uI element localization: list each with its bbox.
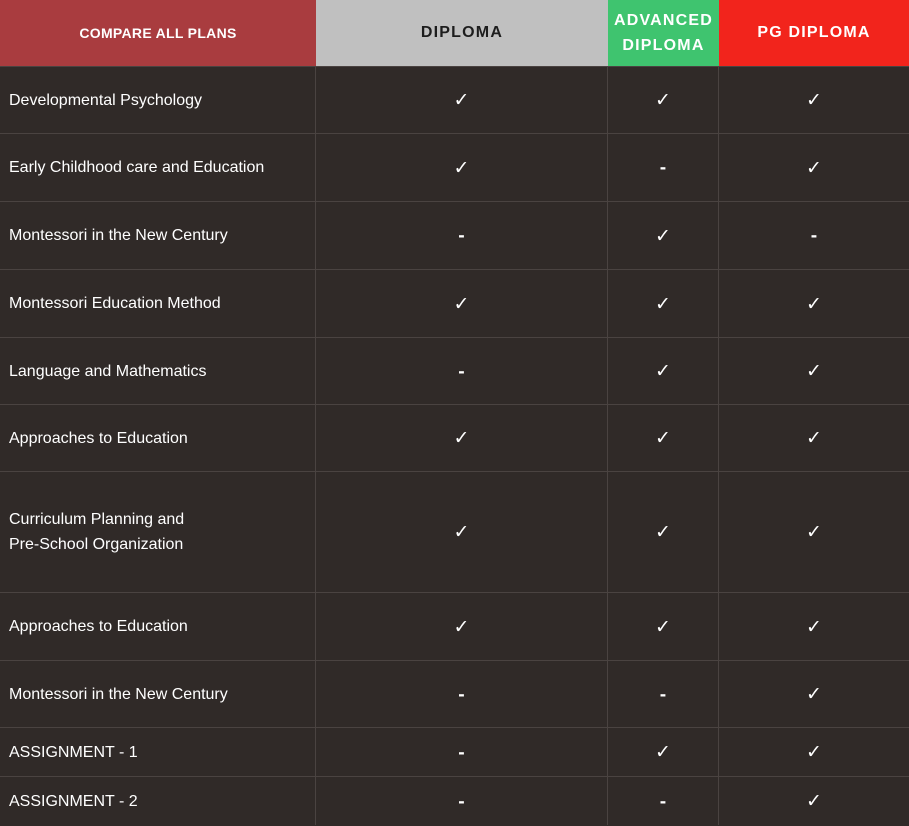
- advanced-cell: [608, 661, 719, 727]
- subject-name-line1: Curriculum Planning and: [9, 511, 185, 528]
- pg-cell: [719, 202, 909, 269]
- check-icon: ✓: [453, 615, 470, 638]
- table-header: [0, 0, 909, 66]
- pg-cell: [719, 67, 909, 133]
- dash-icon: -: [659, 791, 667, 811]
- table-row: [0, 660, 909, 727]
- advanced-cell: [608, 67, 719, 133]
- diploma-cell: [316, 728, 608, 776]
- subject-name: Approaches to Education: [0, 593, 316, 660]
- advanced-cell: [608, 728, 719, 776]
- check-icon: ✓: [806, 360, 822, 382]
- diploma-cell: [316, 67, 608, 133]
- advanced-cell: [608, 472, 719, 592]
- check-icon: ✓: [655, 427, 671, 449]
- check-icon: ✓: [806, 292, 822, 315]
- check-icon: ✓: [655, 615, 671, 638]
- pg-cell: [719, 270, 909, 337]
- subject-name-line2: Pre-School Organization: [9, 536, 184, 553]
- table-row: [0, 269, 909, 337]
- header-pg-diploma: PG DIPLOMA: [719, 0, 909, 66]
- pg-cell: [719, 134, 909, 201]
- diploma-cell: [316, 661, 608, 727]
- check-icon: ✓: [806, 741, 822, 763]
- table-row: [0, 201, 909, 269]
- advanced-cell: [608, 593, 719, 660]
- table-row: [0, 133, 909, 201]
- dash-icon: -: [458, 684, 465, 704]
- header-advanced-diploma: [608, 0, 719, 66]
- advanced-cell: [608, 270, 719, 337]
- dash-icon: -: [659, 684, 667, 704]
- advanced-cell: [608, 338, 719, 404]
- diploma-cell: [316, 472, 608, 592]
- diploma-cell: [316, 270, 608, 337]
- check-icon: ✓: [453, 89, 470, 111]
- pg-cell: [719, 661, 909, 727]
- check-icon: ✓: [806, 521, 822, 543]
- table-row: [0, 592, 909, 660]
- table-row: [0, 404, 909, 471]
- check-icon: ✓: [655, 224, 671, 247]
- check-icon: ✓: [806, 683, 822, 705]
- check-icon: ✓: [806, 790, 822, 812]
- check-icon: ✓: [806, 156, 822, 179]
- check-icon: ✓: [453, 292, 470, 315]
- header-advanced-line1: ADVANCED: [613, 12, 714, 29]
- advanced-cell: [608, 134, 719, 201]
- subject-name: Montessori Education Method: [0, 270, 316, 337]
- table-row: [0, 66, 909, 133]
- subject-name: Early Childhood care and Education: [0, 134, 316, 201]
- check-icon: ✓: [655, 89, 671, 111]
- check-icon: ✓: [655, 521, 671, 543]
- subject-name: Developmental Psychology: [0, 67, 316, 133]
- subject-name: Montessori in the New Century: [0, 661, 316, 727]
- check-icon: ✓: [453, 427, 470, 449]
- table-row: [0, 727, 909, 776]
- diploma-cell: [316, 338, 608, 404]
- subject-name: ASSIGNMENT - 1: [0, 728, 316, 776]
- pg-cell: [719, 777, 909, 825]
- pg-cell: [719, 728, 909, 776]
- dash-icon: -: [458, 742, 465, 762]
- pg-cell: [719, 338, 909, 404]
- advanced-cell: [608, 202, 719, 269]
- check-icon: ✓: [655, 360, 671, 382]
- dash-icon: -: [458, 361, 465, 381]
- subject-name: Language and Mathematics: [0, 338, 316, 404]
- dash-icon: -: [458, 226, 465, 245]
- subject-name: [0, 472, 316, 592]
- dash-icon: -: [810, 226, 818, 245]
- check-icon: ✓: [453, 156, 470, 179]
- check-icon: ✓: [806, 89, 822, 111]
- check-icon: ✓: [806, 427, 822, 449]
- header-advanced-line2: DIPLOMA: [622, 37, 705, 54]
- advanced-cell: [608, 777, 719, 825]
- check-icon: ✓: [453, 521, 470, 543]
- table-row: [0, 776, 909, 825]
- header-compare-all-plans: COMPARE ALL PLANS: [0, 0, 316, 66]
- subject-name: Montessori in the New Century: [0, 202, 316, 269]
- diploma-cell: [316, 777, 608, 825]
- subject-name: Approaches to Education: [0, 405, 316, 471]
- subject-name: ASSIGNMENT - 2: [0, 777, 316, 825]
- dash-icon: -: [458, 791, 465, 811]
- diploma-cell: [316, 593, 608, 660]
- table-row: [0, 471, 909, 592]
- diploma-cell: [316, 405, 608, 471]
- pg-cell: [719, 405, 909, 471]
- diploma-cell: [316, 134, 608, 201]
- pg-cell: [719, 593, 909, 660]
- check-icon: ✓: [655, 741, 671, 763]
- advanced-cell: [608, 405, 719, 471]
- pg-cell: [719, 472, 909, 592]
- dash-icon: -: [659, 158, 667, 177]
- diploma-cell: [316, 202, 608, 269]
- check-icon: ✓: [655, 292, 671, 315]
- header-diploma: DIPLOMA: [316, 0, 608, 66]
- check-icon: ✓: [806, 615, 822, 638]
- table-row: [0, 337, 909, 404]
